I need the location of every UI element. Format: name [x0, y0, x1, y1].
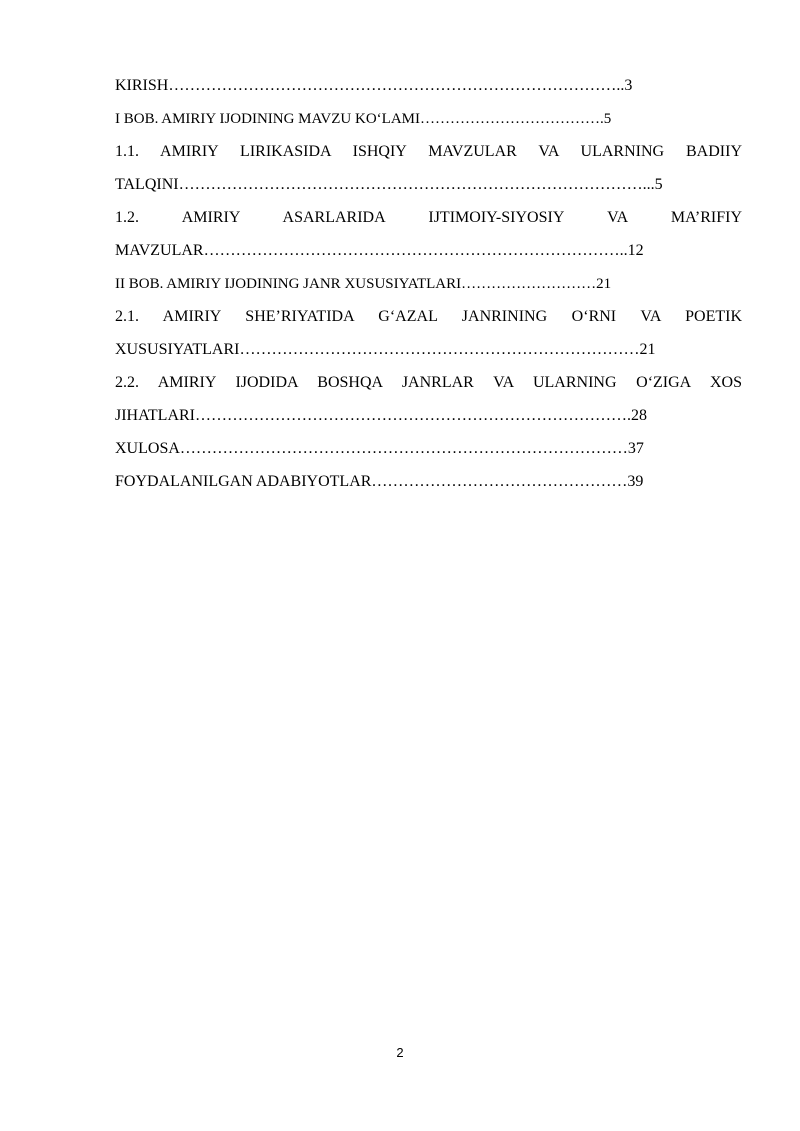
toc-entry-xulosa: XULOSA…………………………………………………………………………37	[115, 440, 644, 457]
toc-entry-kirish: KIRISH…………………………………………………………………………..3	[115, 77, 633, 94]
toc-entry-adabiyotlar: FOYDALANILGAN ADABIYOTLAR…………………………………………39	[115, 473, 644, 490]
toc-entry-section-2-1-cont: XUSUSIYATLARI…………………………………………………………………21	[115, 341, 656, 358]
toc-entry-section-2-2: 2.2. AMIRIY IJODIDA BOSHQA JANRLAR VA ULARNING O‘ZIGA XOS	[115, 374, 742, 391]
page-number: 2	[396, 1045, 404, 1060]
toc-entry-section-2-1: 2.1. AMIRIY SHE’RIYATIDA G‘AZAL JANRINING O‘RNI VA POETIK	[115, 308, 742, 325]
toc-entry-section-1-2: 1.2. AMIRIY ASARLARIDA IJTIMOIY-SIYOSIY VA MA’RIFIY	[115, 209, 742, 226]
toc-entry-chapter-2: II BOB. AMIRIY IJODINING JANR XUSUSIYATLARI………………………21	[115, 276, 612, 292]
toc-entry-chapter-1: I BOB. AMIRIY IJODINING MAVZU KO‘LAMI……………………………….5	[115, 111, 612, 127]
table-of-contents	[115, 74, 742, 503]
toc-entry-section-1-1-cont: TALQINI……………………………………………………………………………...5	[115, 176, 663, 193]
toc-entry-section-2-2-cont: JIHATLARI……………………………………………………………………….28	[115, 407, 647, 424]
toc-entry-section-1-2-cont: MAVZULAR……………………………………………………………………..12	[115, 242, 644, 259]
toc-entry-section-1-1: 1.1. AMIRIY LIRIKASIDA ISHQIY MAVZULAR VA ULARNING BADIIY	[115, 143, 742, 160]
